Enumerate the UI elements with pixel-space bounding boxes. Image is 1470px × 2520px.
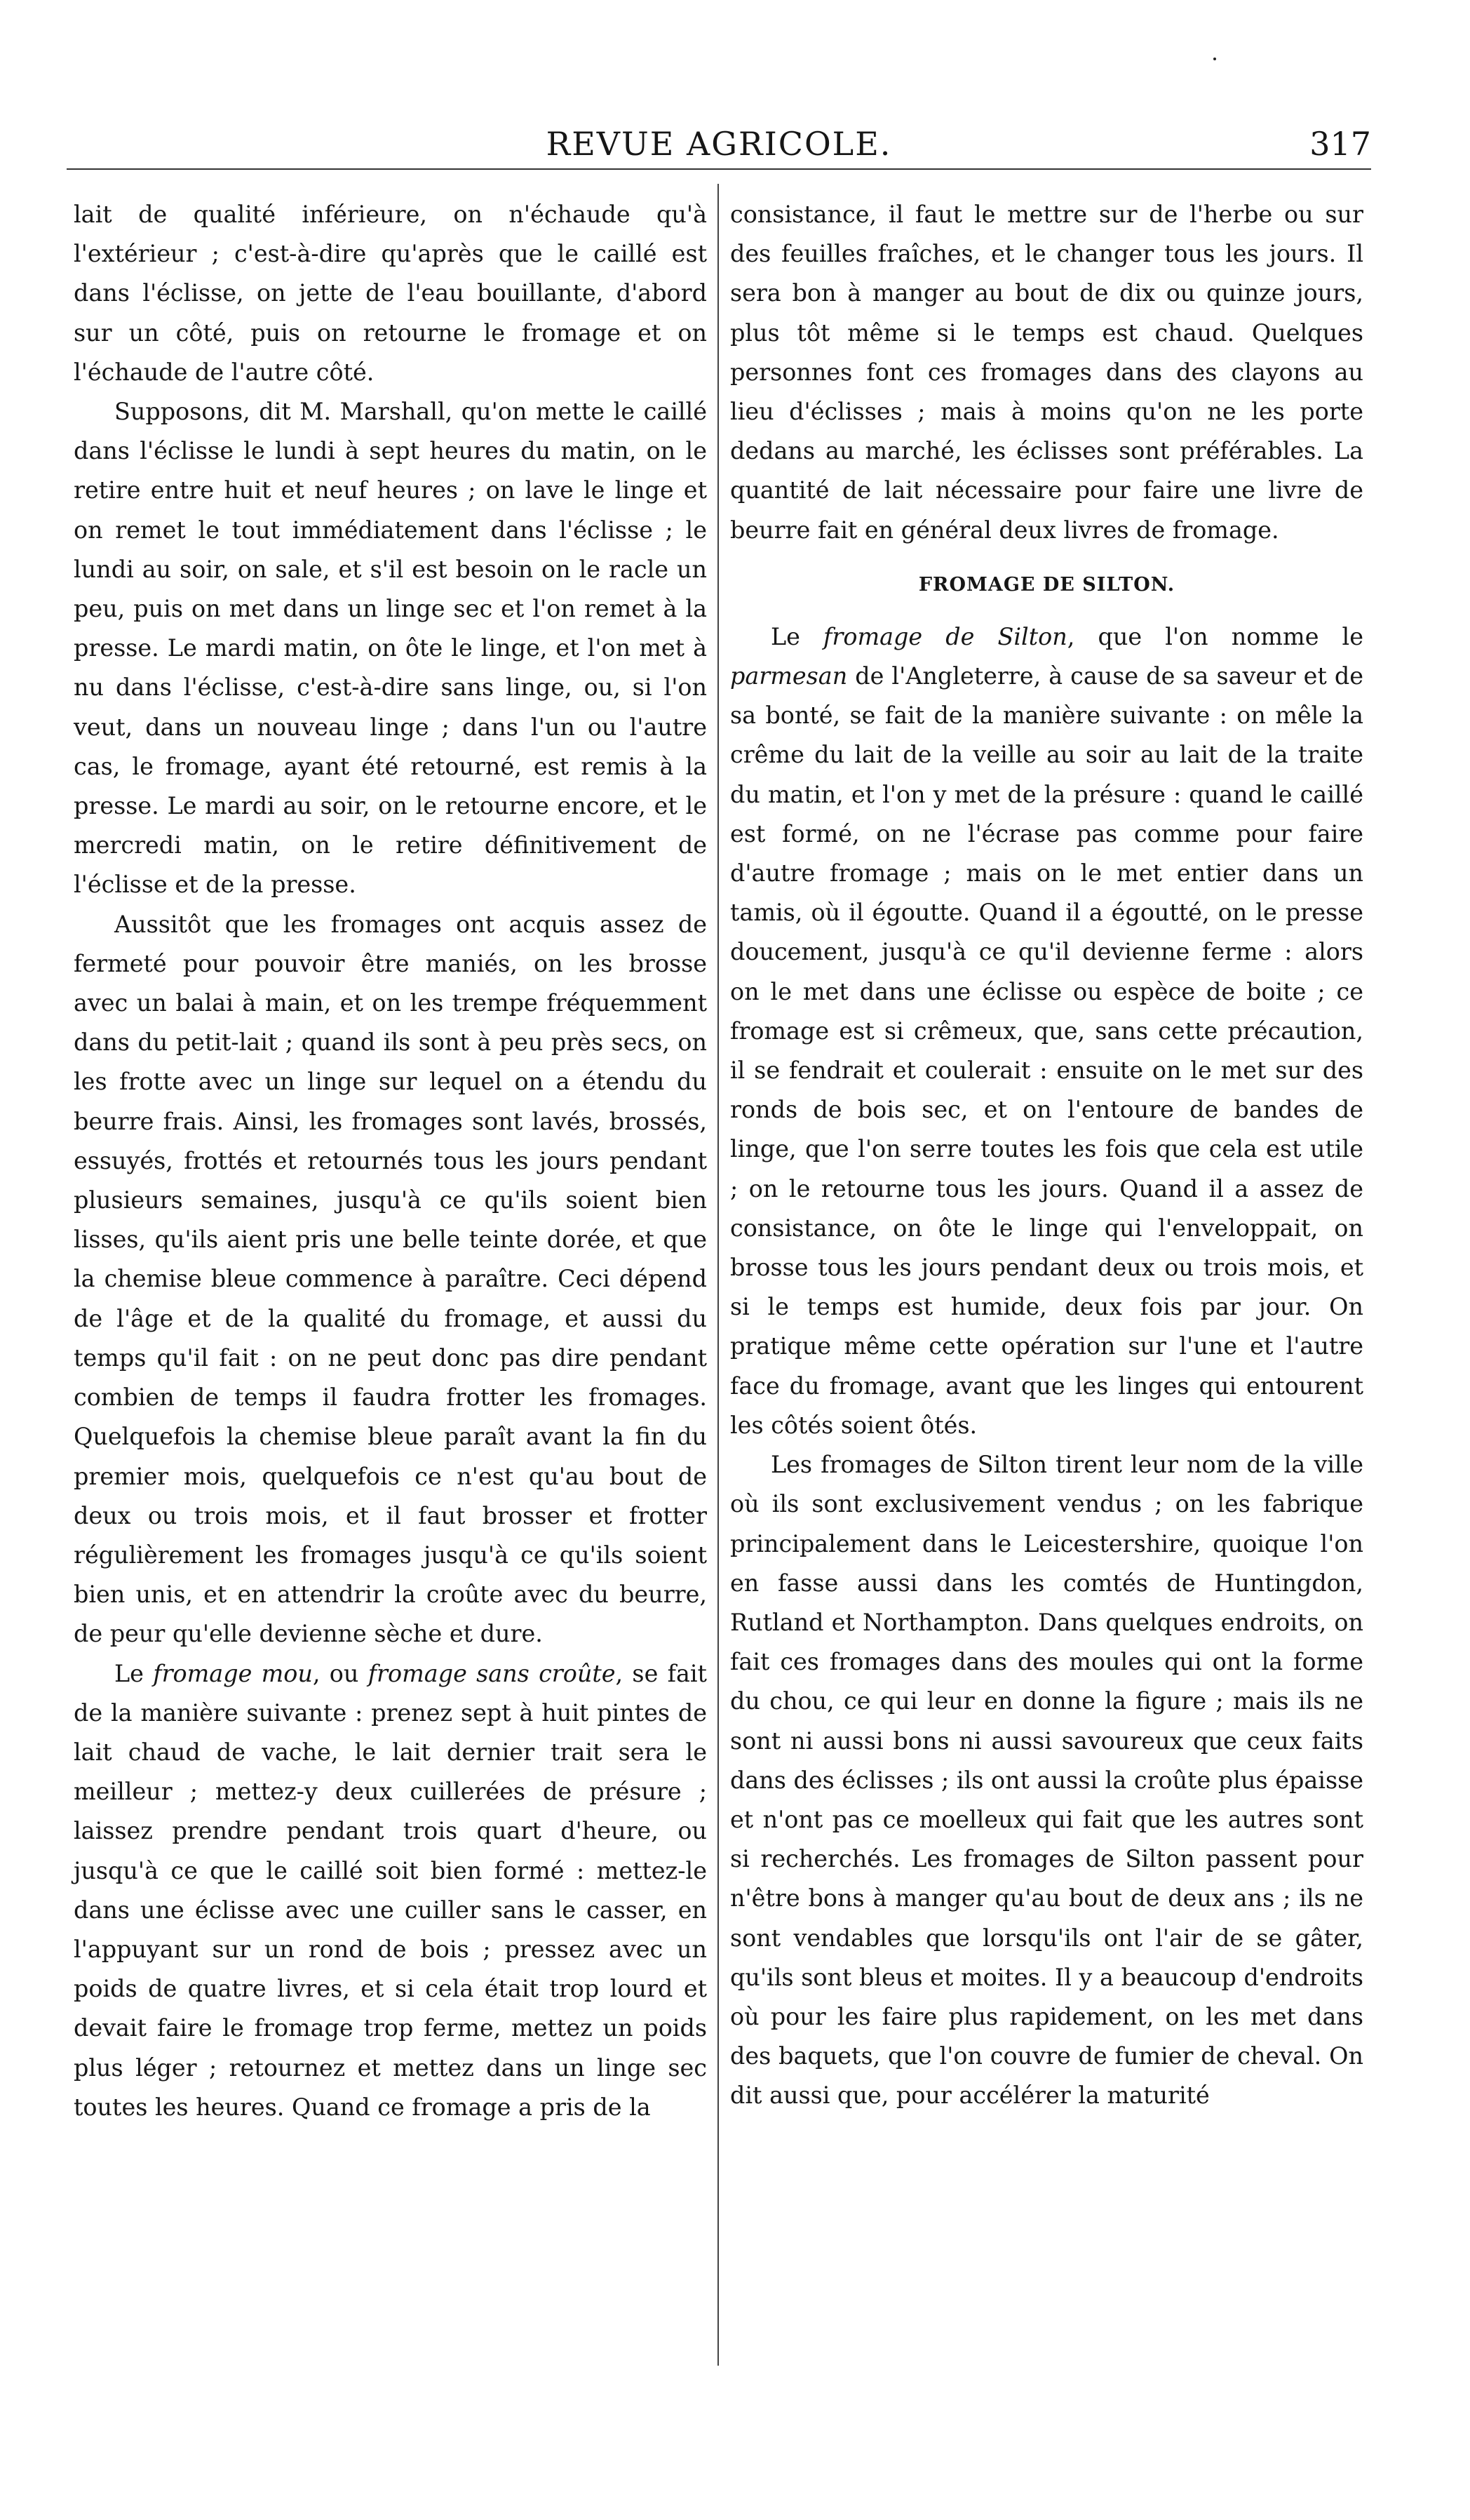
parmesan-term: parmesan bbox=[730, 662, 848, 690]
header-rule bbox=[67, 168, 1371, 170]
right-paragraph-2 bbox=[730, 617, 1363, 1445]
silton-text: de l'Angleterre, à cause de sa saveur et de sa bonté, se fait de la manière suivante : on mêle la crême du lait de la veille au soir au lait de la traite du matin, et l'on y met de la présure : quand le caillé est formé, on ne l'écrase pas comme pour faire d'autre fromage ; mais on le met entier dans un tamis, où il égoutte. Quand il a égoutté, on le presse doucement, jusqu'à ce qu'il devienne ferme : alors on le met dans une éclisse ou espèce de boite ; ce fromage est si crêmeux, que, sans cette précaution, il se fendrait et coulerait : ensuite on le met sur des ronds de bois sec, et on l'entoure de bandes de linge, que l'on serre toutes les fois que cela est utile ; on le retourne tous les jours. Quand il a assez de consistance, on ôte le linge qui l'enveloppait, on brosse tous les jours pendant deux ou trois mois, et si le temps est humide, deux fois par jour. On pratique même cette opération sur l'une et l'autre face du fromage, avant que les linges qui entourent les côtés soient ôtés. bbox=[730, 662, 1363, 1439]
right-column bbox=[730, 195, 1363, 2468]
fromage-mou-term: fromage mou bbox=[153, 1659, 313, 1687]
fromage-sans-croute-term: fromage sans croûte bbox=[368, 1659, 616, 1687]
fromage-mou-or: , ou bbox=[312, 1659, 368, 1687]
right-paragraph-1: consistance, il faut le mettre sur de l'herbe ou sur des feuilles fraîches, et le changer tous les jours. Il sera bon à manger au bout de dix ou quinze jours, plus tôt même si le temps est chaud. Quelques personnes font ces fromages dans des clayons au lieu d'éclisses ; mais à moins qu'on ne les porte dedans au marché, les éclisses sont préférables. La quantité de lait nécessaire pour faire une livre de beurre fait en général deux livres de fromage. bbox=[730, 201, 1363, 544]
column-divider bbox=[717, 184, 719, 2366]
silton-mid: , que l'on nomme le bbox=[1067, 622, 1363, 650]
fromage-mou-text: , se fait de la manière suivante : prenez sept à huit pintes de lait chaud de vache, le lait dernier trait sera le meilleur ; mettez-y deux cuillerées de présure ; laissez prendre pendant trois quart d'heure, ou jusqu'à ce que le caillé soit bien formé : mettez-le dans une éclisse avec une cuiller sans le casser, en l'appuyant sur un rond de bois ; pressez avec un poids de quatre livres, et si cela était trop lourd et devait faire le fromage trop ferme, mettez un poids plus léger ; retournez et mettez dans un linge sec toutes les heures. Quand ce fromage a pris de la bbox=[74, 1659, 707, 2121]
left-column bbox=[74, 195, 707, 2468]
left-paragraph-1: lait de qualité inférieure, on n'échaude qu'à l'extérieur ; c'est-à-dire qu'après que le caillé est dans l'éclisse, on jette de l'eau bouillante, d'abord sur un côté, puis on retourne le fromage et on l'échaude de l'autre côté. bbox=[74, 201, 707, 386]
section-heading: FROMAGE DE SILTON. bbox=[918, 573, 1175, 596]
silton-term: fromage de Silton bbox=[823, 622, 1067, 650]
right-paragraph-3: Les fromages de Silton tirent leur nom de la ville où ils sont exclusivement vendus ; on les fabrique principalement dans le Leicestershire, quoique l'on en fasse aussi dans les comtés de Huntingdon, Rutland et Northampton. Dans quelques endroits, on fait ces fromages dans des moules qui ont la forme du chou, ce qui leur en donne la figure ; mais ils ne sont ni aussi bons ni aussi savoureux que ceux faits dans des éclisses ; ils ont aussi la croûte plus épaisse et n'ont pas ce moelleux qui fait que les autres sont si recherchés. Les fromages de Silton passent pour n'être bons à manger qu'au bout de deux ans ; ils ne sont vendables que lorsqu'ils ont l'air de se gâter, qu'ils sont bleus et moites. Il y a beaucoup d'endroits où pour les faire plus rapidement, on les met dans des baquets, que l'on couvre de fumier de cheval. On dit aussi que, pour accélérer la maturité bbox=[730, 1451, 1363, 2110]
fromage-mou-lead: Le bbox=[114, 1659, 154, 1687]
left-paragraph-4 bbox=[74, 1654, 707, 2127]
left-paragraph-3: Aussitôt que les fromages ont acquis assez de fermeté pour pouvoir être maniés, on les brosse avec un balai à main, et on les trempe fréquemment dans du petit-lait ; quand ils sont à peu près secs, on les frotte avec un linge sur lequel on a étendu du beurre frais. Ainsi, les fromages sont lavés, brossés, essuyés, frottés et retournés tous les jours pendant plusieurs semaines, jusqu'à ce qu'ils soient bien lisses, qu'ils aient pris une belle teinte dorée, et que la chemise bleue commence à paraître. Ceci dépend de l'âge et de la qualité du fromage, et aussi du temps qu'il fait : on ne peut donc pas dire pendant combien de temps il faudra frotter les fromages. Quelquefois la chemise bleue paraît avant la fin du premier mois, quelquefois ce n'est qu'au bout de deux ou trois mois, et il faut brosser et frotter régulièrement les fromages jusqu'à ce qu'ils soient bien unis, et en attendrir la croûte avec du beurre, de peur qu'elle devienne sèche et dure. bbox=[74, 910, 707, 1648]
left-paragraph-2: Supposons, dit M. Marshall, qu'on mette le caillé dans l'éclisse le lundi à sept heures du matin, on le retire entre huit et neuf heures ; on lave le linge et on remet le tout immédiatement dans l'éclisse ; le lundi au soir, on sale, et s'il est besoin on le racle un peu, puis on met dans un linge sec et l'on remet à la presse. Le mardi matin, on ôte le linge, et l'on met à nu dans l'éclisse, c'est-à-dire sans linge, ou, si l'on veut, dans un nouveau linge ; dans l'un ou l'autre cas, le fromage, ayant été retourné, est remis à la presse. Le mardi au soir, on le retourne encore, et le mercredi matin, on le retire définitivement de l'éclisse et de la presse. bbox=[74, 398, 707, 899]
silton-lead: Le bbox=[771, 622, 824, 650]
print-speck bbox=[1213, 58, 1216, 60]
page-number: 317 bbox=[1309, 125, 1371, 163]
running-header bbox=[67, 118, 1371, 170]
running-title: REVUE AGRICOLE. bbox=[546, 125, 892, 163]
